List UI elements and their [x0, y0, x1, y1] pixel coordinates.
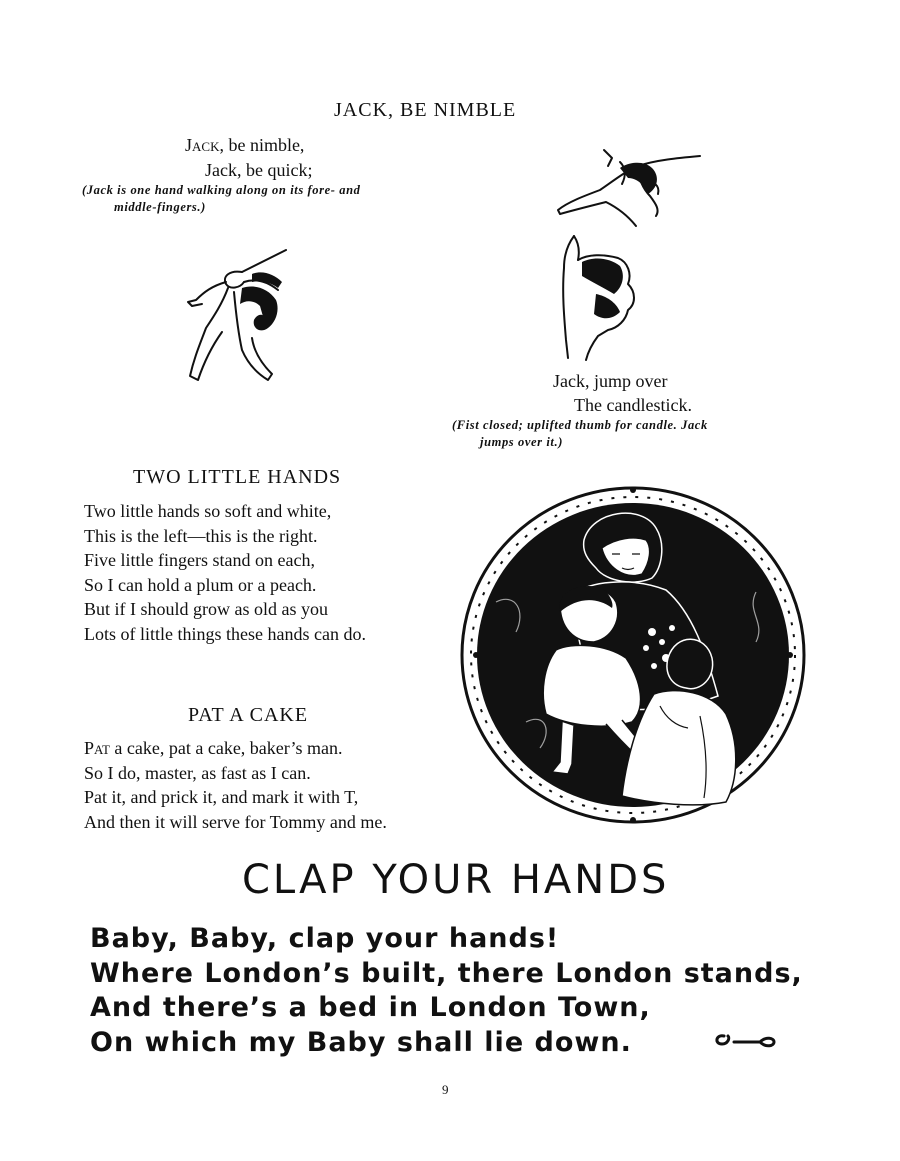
- walking-hand-illustration: [182, 248, 294, 384]
- two-hands-line: Two little hands so soft and white,: [84, 501, 332, 521]
- clap-line: And there’s a bed in London Town,: [90, 992, 651, 1023]
- jack-note-2: [452, 417, 708, 451]
- pat-a-cake-title: PAT A CAKE: [188, 704, 309, 726]
- pat-a-cake-line-1: [84, 736, 387, 761]
- pat-dropcap: Pat: [84, 738, 110, 758]
- flourish-ornament: [710, 1028, 780, 1052]
- jack-title: JACK, BE NIMBLE: [334, 99, 517, 121]
- candlestick-hands-illustration: [548, 144, 708, 362]
- two-hands-line: Lots of little things these hands can do.: [84, 623, 366, 644]
- two-hands-title: TWO LITTLE HANDS: [133, 466, 342, 488]
- pat-a-cake-verse: [84, 736, 387, 834]
- pat-a-cake-line: Pat it, and prick it, and mark it with T,: [84, 787, 359, 807]
- jack-note-1-line-2: middle-fingers.): [114, 200, 206, 214]
- clap-line: Where London’s built, there London stands,: [90, 957, 803, 989]
- jack-verse-1: [185, 133, 304, 158]
- clap-line-last: [90, 1026, 803, 1061]
- pat-a-cake-line-1-rest: a cake, pat a cake, baker’s man.: [109, 738, 343, 758]
- clap-line-4: On which my Baby shall lie down.: [90, 1026, 632, 1058]
- jack-line-3: Jack, jump over: [553, 371, 668, 391]
- pat-a-cake-line: So I do, master, as fast as I can.: [84, 762, 311, 783]
- jack-line-2: Jack, be quick;: [205, 160, 313, 180]
- clap-line: Baby, Baby, clap your hands!: [90, 923, 560, 954]
- jack-dropcap: Jack: [185, 135, 220, 155]
- two-hands-line: So I can hold a plum or a peach.: [84, 574, 317, 595]
- clap-verse: [90, 922, 803, 1060]
- pat-a-cake-line: And then it will serve for Tommy and me.: [84, 811, 387, 832]
- jack-note-1-line-1: (Jack is one hand walking along on its fore- and: [82, 183, 361, 197]
- two-hands-line: Five little fingers stand on each,: [84, 550, 315, 570]
- jack-note-1: [82, 182, 361, 216]
- two-hands-line: But if I should grow as old as you: [84, 599, 328, 619]
- two-hands-verse: [84, 499, 366, 646]
- page-number: 9: [442, 1082, 449, 1097]
- jack-line-1: , be nimble,: [219, 135, 305, 155]
- clap-title: CLAP YOUR HANDS: [242, 857, 670, 903]
- jack-line-4: The candlestick.: [574, 395, 692, 415]
- two-hands-line: This is the left—this is the right.: [84, 525, 318, 546]
- jack-note-2-line-2: jumps over it.): [480, 435, 563, 449]
- mother-children-vignette: [456, 482, 810, 828]
- jack-note-2-line-1: (Fist closed; uplifted thumb for candle. Jack: [452, 418, 708, 432]
